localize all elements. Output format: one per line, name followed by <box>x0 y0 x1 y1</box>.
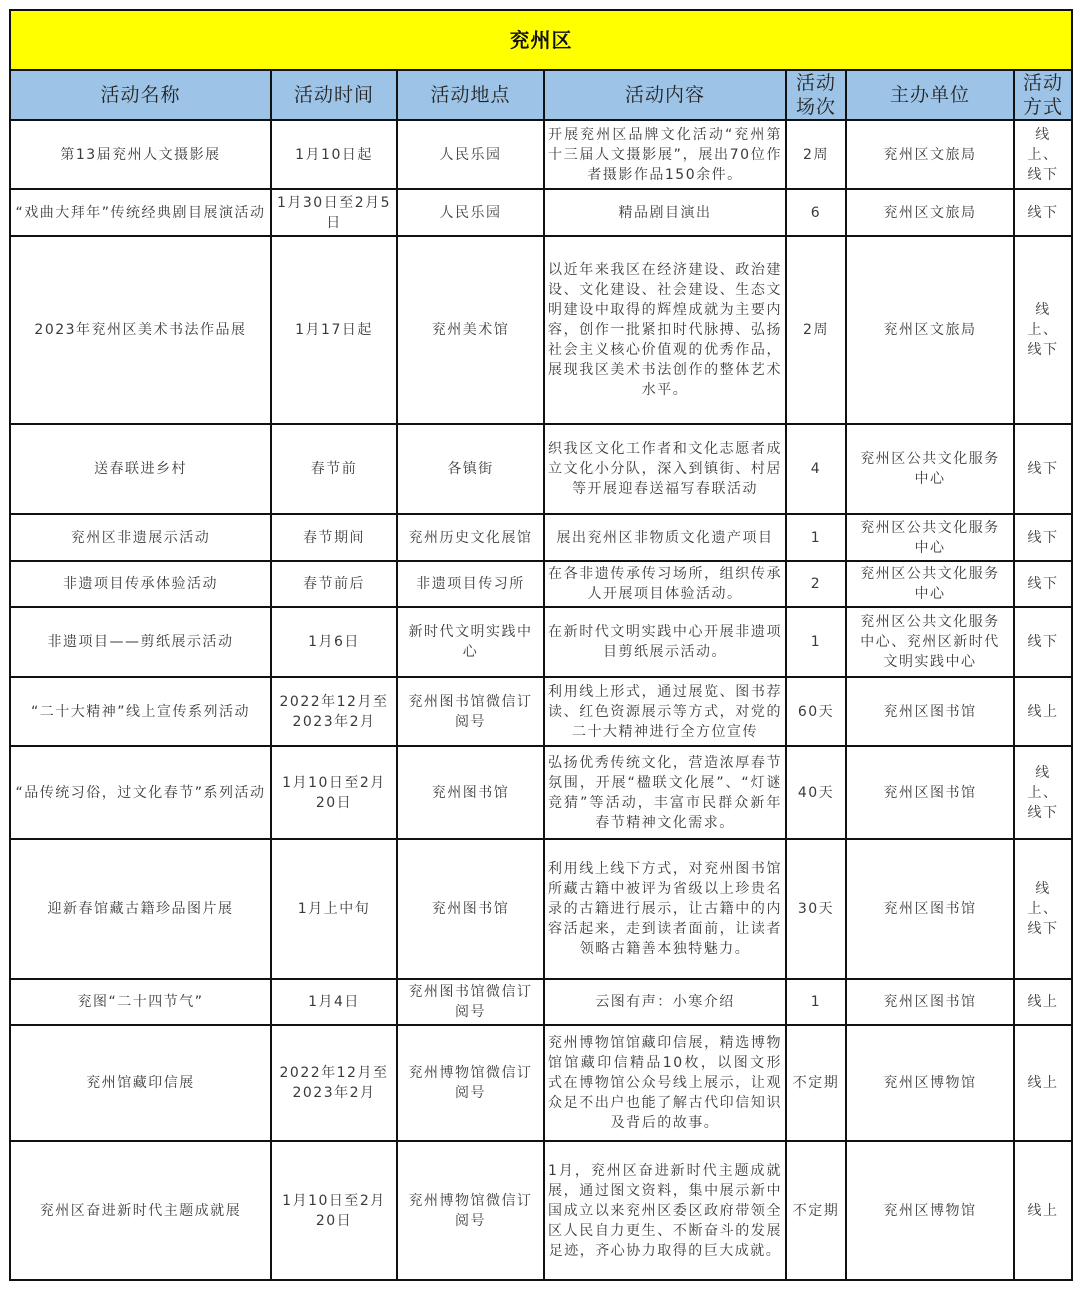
cell-activity-mode: 线上、线下 <box>1014 120 1072 189</box>
cell-activity-time: 1月10日至2月20日 <box>271 746 397 839</box>
cell-activity-count: 60天 <box>786 677 846 746</box>
header-activity-place: 活动地点 <box>397 70 544 120</box>
cell-activity-content: 弘扬优秀传统文化，营造浓厚春节氛围，开展“楹联文化展”、“灯谜竞猜”等活动，丰富市民群众新年春节精神文化需求。 <box>544 746 786 839</box>
cell-organizer: 兖州区公共文化服务中心 <box>846 424 1014 514</box>
cell-activity-count: 2周 <box>786 120 846 189</box>
table-row <box>10 677 1072 746</box>
cell-activity-mode: 线上、线下 <box>1014 236 1072 424</box>
cell-activity-mode: 线上、线下 <box>1014 839 1072 979</box>
cell-activity-count: 4 <box>786 424 846 514</box>
cell-activity-content: 利用线上形式，通过展览、图书荐读、红色资源展示等方式，对党的二十大精神进行全方位宣传 <box>544 677 786 746</box>
cell-activity-time: 1月上中旬 <box>271 839 397 979</box>
cell-activity-time: 1月6日 <box>271 607 397 677</box>
cell-activity-count: 40天 <box>786 746 846 839</box>
cell-organizer: 兖州区公共文化服务中心 <box>846 561 1014 607</box>
cell-activity-place: 兖州历史文化展馆 <box>397 514 544 561</box>
cell-activity-mode: 线上 <box>1014 979 1072 1025</box>
cell-activity-name: 送春联进乡村 <box>10 424 271 514</box>
cell-activity-time: 春节期间 <box>271 514 397 561</box>
cell-organizer: 兖州区博物馆 <box>846 1141 1014 1280</box>
cell-activity-content: 织我区文化工作者和文化志愿者成立文化小分队，深入到镇街、村居等开展迎春送福写春联活动 <box>544 424 786 514</box>
cell-organizer: 兖州区文旅局 <box>846 236 1014 424</box>
cell-activity-content: 精品剧目演出 <box>544 189 786 236</box>
cell-activity-count: 2周 <box>786 236 846 424</box>
cell-activity-mode: 线下 <box>1014 607 1072 677</box>
cell-organizer: 兖州区博物馆 <box>846 1025 1014 1141</box>
cell-activity-count: 2 <box>786 561 846 607</box>
cell-activity-time: 2022年12月至2023年2月 <box>271 677 397 746</box>
cell-organizer: 兖州区文旅局 <box>846 120 1014 189</box>
table-row <box>10 561 1072 607</box>
cell-activity-place: 人民乐园 <box>397 189 544 236</box>
cell-activity-place: 兖州美术馆 <box>397 236 544 424</box>
cell-activity-mode: 线上 <box>1014 1141 1072 1280</box>
cell-activity-count: 1 <box>786 607 846 677</box>
cell-activity-count: 6 <box>786 189 846 236</box>
cell-activity-place: 兖州图书馆 <box>397 839 544 979</box>
cell-activity-name: “戏曲大拜年”传统经典剧目展演活动 <box>10 189 271 236</box>
header-activity-time: 活动时间 <box>271 70 397 120</box>
table-row <box>10 424 1072 514</box>
table-row <box>10 979 1072 1025</box>
cell-activity-place: 各镇街 <box>397 424 544 514</box>
cell-activity-time: 1月4日 <box>271 979 397 1025</box>
cell-activity-count: 不定期 <box>786 1141 846 1280</box>
cell-activity-time: 1月30日至2月5日 <box>271 189 397 236</box>
cell-activity-place: 兖州博物馆微信订阅号 <box>397 1141 544 1280</box>
cell-activity-time: 春节前后 <box>271 561 397 607</box>
cell-activity-content: 1月，兖州区奋进新时代主题成就展，通过图文资料，集中展示新中国成立以来兖州区委区政府带领全区人民自力更生、不断奋斗的发展足迹，齐心协力取得的巨大成就。 <box>544 1141 786 1280</box>
cell-activity-content: 兖州博物馆馆藏印信展，精选博物馆馆藏印信精品10枚，以图文形式在博物馆公众号线上展示，让观众足不出户也能了解古代印信知识及背后的故事。 <box>544 1025 786 1141</box>
cell-activity-mode: 线上、线下 <box>1014 746 1072 839</box>
table-row <box>10 839 1072 979</box>
cell-organizer: 兖州区图书馆 <box>846 839 1014 979</box>
table-row <box>10 514 1072 561</box>
cell-activity-mode: 线下 <box>1014 189 1072 236</box>
cell-organizer: 兖州区公共文化服务中心 <box>846 514 1014 561</box>
cell-activity-mode: 线下 <box>1014 561 1072 607</box>
cell-activity-count: 1 <box>786 514 846 561</box>
cell-activity-name: 2023年兖州区美术书法作品展 <box>10 236 271 424</box>
cell-activity-content: 展出兖州区非物质文化遗产项目 <box>544 514 786 561</box>
cell-activity-mode: 线下 <box>1014 424 1072 514</box>
cell-activity-name: 兖州区非遗展示活动 <box>10 514 271 561</box>
cell-activity-name: 兖州馆藏印信展 <box>10 1025 271 1141</box>
cell-activity-time: 1月17日起 <box>271 236 397 424</box>
cell-activity-mode: 线上 <box>1014 677 1072 746</box>
table-row <box>10 189 1072 236</box>
cell-activity-time: 1月10日起 <box>271 120 397 189</box>
cell-activity-name: “品传统习俗，过文化春节”系列活动 <box>10 746 271 839</box>
cell-activity-content: 在各非遗传承传习场所，组织传承人开展项目体验活动。 <box>544 561 786 607</box>
title-row <box>10 10 1072 70</box>
cell-activity-place: 人民乐园 <box>397 120 544 189</box>
cell-organizer: 兖州区图书馆 <box>846 677 1014 746</box>
table-row <box>10 1141 1072 1280</box>
cell-activity-name: 迎新春馆藏古籍珍品图片展 <box>10 839 271 979</box>
header-row <box>10 70 1072 120</box>
cell-activity-mode: 线上 <box>1014 1025 1072 1141</box>
cell-activity-place: 兖州图书馆 <box>397 746 544 839</box>
cell-activity-time: 春节前 <box>271 424 397 514</box>
cell-activity-content: 云图有声：小寒介绍 <box>544 979 786 1025</box>
cell-activity-place: 兖州博物馆微信订阅号 <box>397 1025 544 1141</box>
cell-activity-count: 不定期 <box>786 1025 846 1141</box>
cell-activity-count: 1 <box>786 979 846 1025</box>
cell-activity-content: 利用线上线下方式，对兖州图书馆所藏古籍中被评为省级以上珍贵名录的古籍进行展示，让古籍中的内容活起来，走到读者面前，让读者领略古籍善本独特魅力。 <box>544 839 786 979</box>
cell-activity-name: 兖图“二十四节气” <box>10 979 271 1025</box>
table-row <box>10 120 1072 189</box>
header-activity-name: 活动名称 <box>10 70 271 120</box>
cell-activity-name: 非遗项目传承体验活动 <box>10 561 271 607</box>
cell-activity-count: 30天 <box>786 839 846 979</box>
header-organizer: 主办单位 <box>846 70 1014 120</box>
activity-table <box>9 9 1073 1281</box>
cell-activity-content: 在新时代文明实践中心开展非遗项目剪纸展示活动。 <box>544 607 786 677</box>
cell-activity-place: 兖州图书馆微信订阅号 <box>397 677 544 746</box>
cell-organizer: 兖州区公共文化服务中心、兖州区新时代文明实践中心 <box>846 607 1014 677</box>
header-activity-mode: 活动方式 <box>1014 70 1072 120</box>
cell-activity-name: “二十大精神”线上宣传系列活动 <box>10 677 271 746</box>
cell-organizer: 兖州区图书馆 <box>846 746 1014 839</box>
cell-organizer: 兖州区图书馆 <box>846 979 1014 1025</box>
cell-activity-time: 1月10日至2月20日 <box>271 1141 397 1280</box>
cell-activity-place: 兖州图书馆微信订阅号 <box>397 979 544 1025</box>
cell-activity-place: 非遗项目传习所 <box>397 561 544 607</box>
table-row <box>10 607 1072 677</box>
cell-activity-content: 以近年来我区在经济建设、政治建设、文化建设、社会建设、生态文明建设中取得的辉煌成就为主要内容，创作一批紧扣时代脉搏、弘扬社会主义核心价值观的优秀作品，展现我区美术书法创作的整体艺术水平。 <box>544 236 786 424</box>
table-row <box>10 746 1072 839</box>
cell-activity-time: 2022年12月至2023年2月 <box>271 1025 397 1141</box>
cell-activity-name: 兖州区奋进新时代主题成就展 <box>10 1141 271 1280</box>
cell-activity-place: 新时代文明实践中心 <box>397 607 544 677</box>
table-row <box>10 236 1072 424</box>
table-title: 兖州区 <box>10 10 1072 70</box>
table-row <box>10 1025 1072 1141</box>
cell-activity-name: 第13届兖州人文摄影展 <box>10 120 271 189</box>
cell-organizer: 兖州区文旅局 <box>846 189 1014 236</box>
cell-activity-name: 非遗项目——剪纸展示活动 <box>10 607 271 677</box>
cell-activity-mode: 线下 <box>1014 514 1072 561</box>
header-activity-content: 活动内容 <box>544 70 786 120</box>
header-activity-count: 活动场次 <box>786 70 846 120</box>
cell-activity-content: 开展兖州区品牌文化活动“兖州第十三届人文摄影展”，展出70位作者摄影作品150余件。 <box>544 120 786 189</box>
